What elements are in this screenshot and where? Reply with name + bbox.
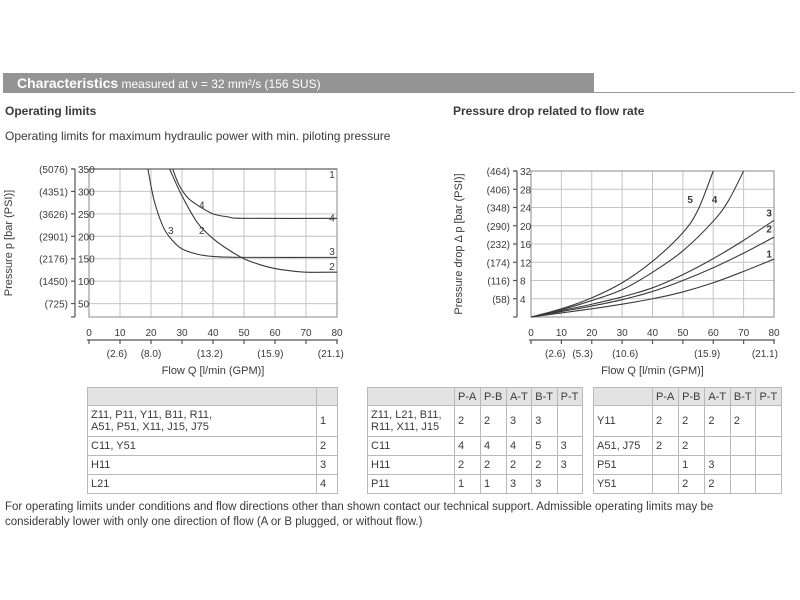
- svg-text:(406): (406): [486, 185, 510, 197]
- table-row: A51, J75 2 2: [594, 437, 782, 456]
- svg-text:80: 80: [331, 328, 343, 339]
- svg-text:200: 200: [78, 232, 95, 244]
- svg-text:50: 50: [238, 328, 250, 339]
- svg-text:(464): (464): [486, 167, 510, 178]
- table-row: L21 4: [88, 475, 338, 494]
- svg-text:Flow Q [l/min (GPM)]: Flow Q [l/min (GPM)]: [601, 365, 704, 377]
- header-divider: [594, 92, 795, 93]
- svg-text:1: 1: [329, 169, 335, 181]
- svg-text:(5076): (5076): [39, 165, 68, 176]
- svg-text:10: 10: [555, 328, 567, 339]
- svg-text:4: 4: [711, 194, 718, 206]
- svg-text:250: 250: [78, 209, 95, 221]
- svg-text:(232): (232): [486, 240, 510, 251]
- svg-text:40: 40: [207, 328, 219, 339]
- curve-2: [170, 169, 337, 272]
- svg-text:(2.6): (2.6): [545, 349, 566, 360]
- svg-text:3: 3: [329, 247, 335, 259]
- svg-text:(116): (116): [487, 276, 510, 288]
- table-row: P11 1 1 3 3: [368, 475, 583, 494]
- svg-text:70: 70: [300, 328, 312, 339]
- svg-text:24: 24: [520, 203, 532, 215]
- svg-text:(2176): (2176): [39, 254, 68, 266]
- operating-limits-description: Operating limits for maximum hydraulic power with min. piloting pressure: [5, 129, 391, 143]
- svg-text:16: 16: [520, 240, 532, 251]
- svg-text:28: 28: [520, 185, 532, 197]
- svg-text:20: 20: [586, 328, 598, 339]
- svg-text:2: 2: [329, 261, 335, 273]
- svg-text:(15.9): (15.9): [257, 349, 284, 360]
- svg-text:100: 100: [78, 277, 95, 289]
- section-header: [3, 73, 594, 93]
- svg-text:30: 30: [176, 328, 188, 339]
- svg-text:5: 5: [687, 194, 693, 206]
- svg-text:(15.9): (15.9): [694, 349, 721, 360]
- svg-text:350: 350: [78, 165, 95, 176]
- operating-limits-table: [87, 387, 338, 494]
- svg-text:(8.0): (8.0): [140, 349, 162, 360]
- svg-text:20: 20: [145, 328, 157, 339]
- table-row: Z11, P11, Y11, B11, R11, A51, P51, X11, J15, J75 1: [88, 406, 338, 437]
- section-title: Characteristics: [17, 75, 119, 91]
- svg-text:0: 0: [528, 328, 534, 339]
- svg-text:(4351): (4351): [39, 187, 68, 199]
- pressure-drop-table-2: P-A P-B A-T B-T P-T Y11 2 2 2 2 A51, J75 2 2 P51 1 3 Y51 2 2: [593, 387, 782, 494]
- svg-text:60: 60: [269, 328, 281, 339]
- svg-text:(58): (58): [492, 294, 510, 306]
- svg-text:0: 0: [86, 328, 92, 339]
- svg-text:8: 8: [520, 276, 526, 288]
- table-row: Z11, L21, B11, R11, X11, J15 2 2 3 3: [368, 406, 583, 437]
- svg-text:50: 50: [78, 299, 90, 311]
- table-row: H11 2 2 2 2 3: [368, 456, 583, 475]
- svg-text:50: 50: [677, 328, 689, 339]
- table-row: Y11 2 2 2 2: [594, 406, 782, 437]
- svg-text:Pressure p [bar (PSI)]: Pressure p [bar (PSI)]: [3, 189, 15, 297]
- svg-text:(2.6): (2.6): [106, 349, 128, 360]
- svg-text:10: 10: [114, 328, 126, 339]
- svg-text:150: 150: [78, 254, 95, 266]
- svg-text:2: 2: [199, 226, 205, 238]
- svg-text:30: 30: [616, 328, 628, 339]
- svg-text:(290): (290): [486, 221, 510, 233]
- svg-text:(348): (348): [486, 203, 510, 215]
- svg-text:80: 80: [768, 328, 780, 339]
- operating-limits-chart: [0, 160, 400, 380]
- svg-text:(10.6): (10.6): [612, 349, 639, 360]
- pressure-drop-table-1: P-A P-B A-T B-T P-T Z11, L21, B11, R11, X11, J15 2 2 3 3 C11 4 4 4 5 3 H11 2 2 2 2 3 P11 1 1 3 3: [367, 387, 583, 494]
- svg-text:32: 32: [520, 167, 532, 178]
- operating-limits-title: Operating limits: [5, 104, 97, 118]
- svg-text:(174): (174): [486, 258, 510, 270]
- svg-text:4: 4: [329, 213, 335, 225]
- svg-text:3: 3: [168, 226, 174, 238]
- svg-text:4: 4: [520, 294, 526, 306]
- svg-text:3: 3: [766, 208, 772, 220]
- svg-text:2: 2: [766, 224, 772, 236]
- curve-3: [148, 169, 337, 257]
- svg-text:(725): (725): [44, 299, 68, 311]
- svg-text:12: 12: [520, 258, 532, 270]
- table-row: C11 4 4 4 5 3: [368, 437, 583, 456]
- svg-text:1: 1: [766, 249, 772, 261]
- svg-text:40: 40: [646, 328, 659, 339]
- svg-text:(21.1): (21.1): [751, 349, 778, 360]
- svg-text:Flow Q [l/min (GPM)]: Flow Q [l/min (GPM)]: [161, 365, 265, 377]
- svg-text:(13.2): (13.2): [196, 349, 223, 360]
- table-row: P51 1 3: [594, 456, 782, 475]
- svg-text:20: 20: [520, 221, 532, 233]
- svg-text:(1450): (1450): [39, 277, 68, 289]
- section-subtitle: measured at ν = 32 mm²/s (156 SUS): [118, 77, 321, 91]
- svg-text:(2901): (2901): [39, 232, 68, 244]
- svg-text:70: 70: [738, 328, 750, 339]
- pressure-drop-title: Pressure drop related to flow rate: [453, 104, 645, 118]
- curve-4: [173, 169, 337, 218]
- svg-text:4: 4: [199, 200, 205, 212]
- svg-text:(5.3): (5.3): [572, 349, 593, 360]
- pressure-drop-chart: [440, 160, 800, 380]
- svg-text:Pressure drop Δ p [bar (PSI)]: Pressure drop Δ p [bar (PSI)]: [453, 173, 465, 315]
- svg-text:300: 300: [78, 187, 95, 199]
- svg-text:(3626): (3626): [39, 209, 68, 221]
- svg-text:(21.1): (21.1): [317, 349, 344, 360]
- footer-note: For operating limits under conditions and flow directions other than shown contact our technical support. Admissible operating limits may be considerably lower with only one direction of flow (A or B plugged, or without flow.): [5, 501, 714, 528]
- svg-text:60: 60: [707, 328, 719, 339]
- table-row: C11, Y51 2: [88, 437, 338, 456]
- table-row: H11 3: [88, 456, 338, 475]
- table-row: Y51 2 2: [594, 475, 782, 494]
